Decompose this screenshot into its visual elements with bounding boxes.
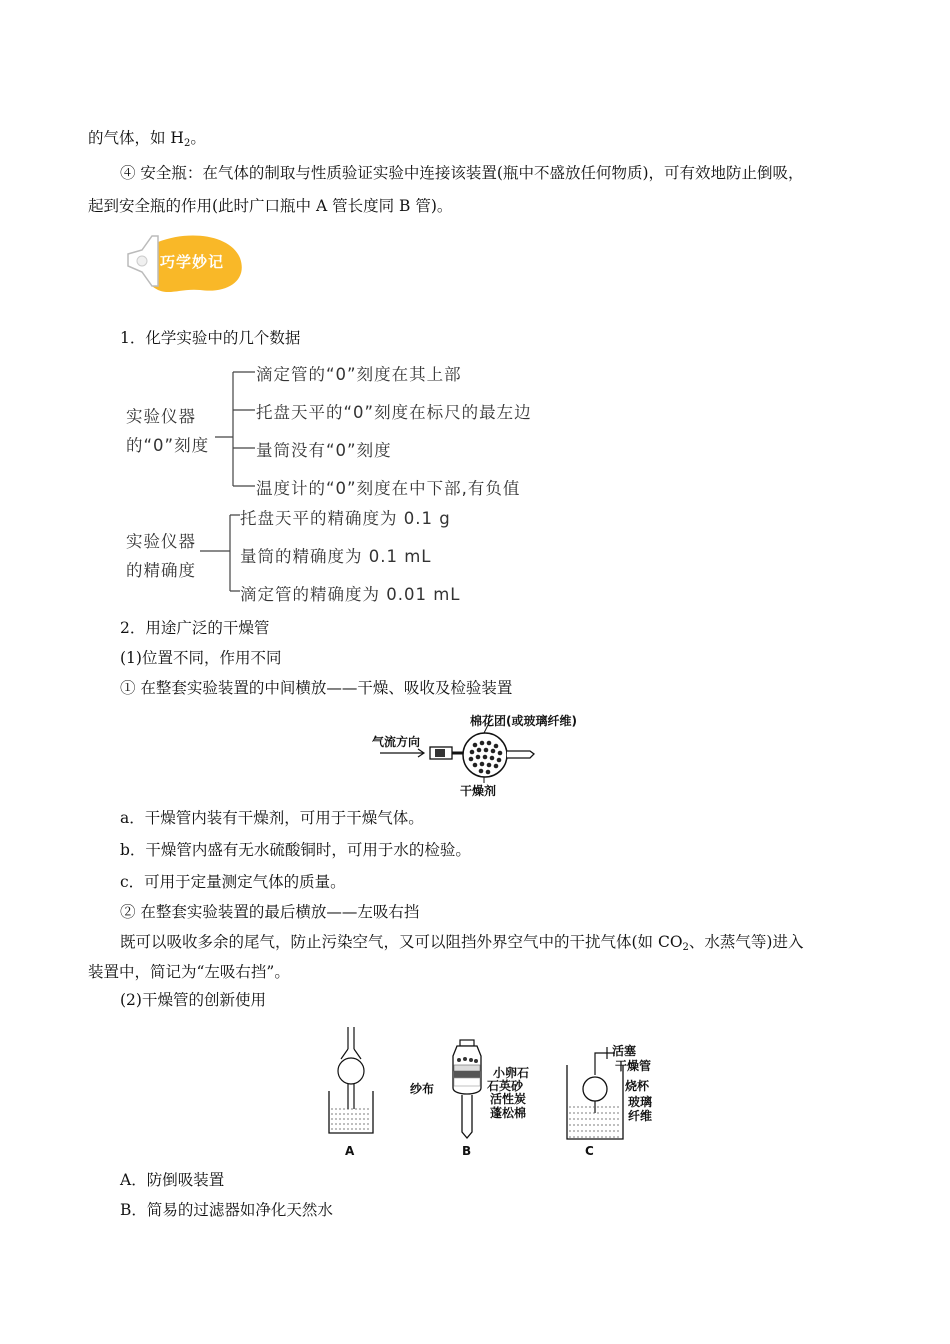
desiccant-label: 干燥剂 bbox=[460, 784, 497, 798]
fig-label-c: C bbox=[585, 1144, 594, 1158]
drying-tube-diagram bbox=[380, 725, 550, 795]
zero-label-2: 的“0”刻度 bbox=[126, 436, 210, 455]
para-line-2: 装置中，简记为“左吸右挡”。 bbox=[88, 963, 290, 981]
c-label-valve: 活塞 bbox=[612, 1044, 637, 1058]
c-label-beaker: 烧杯 bbox=[625, 1079, 650, 1093]
fig-label-b: B bbox=[462, 1144, 472, 1158]
item-c: c．可用于定量测定气体的质量。 bbox=[120, 873, 346, 891]
item-2: ② 在整套实验装置的最后横放——左吸右挡 bbox=[120, 903, 420, 921]
badge-text: 巧学妙记 bbox=[160, 253, 225, 271]
precision-label-1: 实验仪器 bbox=[126, 532, 196, 551]
subscript: 2 bbox=[183, 138, 191, 149]
c-label-tube: 干燥管 bbox=[615, 1059, 652, 1073]
item-b: b．干燥管内盛有无水硫酸铜时，可用于水的检验。 bbox=[120, 841, 471, 859]
precision-item-1: 托盘天平的精确度为 0.1 g bbox=[240, 509, 451, 528]
precision-item-2: 量筒的精确度为 0.1 mL bbox=[240, 547, 432, 566]
c-label-glass: 玻璃 bbox=[628, 1095, 653, 1109]
subscript: 2 bbox=[682, 942, 689, 953]
subsection-2: (2)干燥管的创新使用 bbox=[120, 991, 266, 1009]
subsection-1: (1)位置不同，作用不同 bbox=[120, 649, 282, 667]
b-layer-1: 小卵石 bbox=[493, 1066, 530, 1080]
para-line-1 bbox=[120, 932, 803, 958]
b-layer-3: 活性炭 bbox=[490, 1092, 527, 1106]
zero-label-1: 实验仪器 bbox=[126, 407, 196, 426]
zero-item-2: 托盘天平的“0”刻度在标尺的最左边 bbox=[256, 403, 532, 422]
precision-item-3: 滴定管的精确度为 0.01 mL bbox=[240, 585, 461, 604]
b-layer-4: 蓬松棉 bbox=[490, 1106, 527, 1120]
zero-item-3: 量筒没有“0”刻度 bbox=[256, 441, 392, 460]
apparatus-b-diagram bbox=[447, 1040, 487, 1155]
zero-bracket bbox=[215, 360, 255, 490]
item-a: a．干燥管内装有干燥剂，可用于干燥气体。 bbox=[120, 809, 424, 827]
c-label-fiber: 纤维 bbox=[628, 1109, 653, 1123]
cotton-label: 棉花团(或玻璃纤维) bbox=[470, 714, 577, 728]
section-1-title: 1．化学实验中的几个数据 bbox=[120, 329, 301, 347]
para-line-1-b: 、水蒸气等)进入 bbox=[688, 933, 804, 951]
para-line-1-a: 既可以吸收多余的尾气，防止污染空气，又可以阻挡外界空气中的干扰气体(如 CO bbox=[120, 933, 683, 951]
item-1: ① 在整套实验装置的中间横放——干燥、吸收及检验装置 bbox=[120, 679, 513, 697]
gauze-label: 纱布 bbox=[410, 1082, 435, 1096]
zero-item-1: 滴定管的“0”刻度在其上部 bbox=[256, 365, 462, 384]
apparatus-a-diagram bbox=[327, 1027, 377, 1142]
safety-bottle-line-1: ④ 安全瓶：在气体的制取与性质验证实验中连接该装置(瓶中不盛放任何物质)，可有效地防止倒吸， bbox=[120, 164, 804, 182]
airflow-label: 气流方向 bbox=[372, 735, 421, 749]
a-line: A．防倒吸装置 bbox=[120, 1171, 225, 1189]
precision-bracket bbox=[200, 505, 240, 595]
b-layer-2: 石英砂 bbox=[487, 1079, 524, 1093]
text-line-end: 。 bbox=[190, 129, 206, 147]
text-line bbox=[88, 128, 206, 154]
section-2-title: 2．用途广泛的干燥管 bbox=[120, 619, 270, 637]
precision-label-2: 的精确度 bbox=[126, 561, 196, 580]
fig-label-a: A bbox=[345, 1144, 355, 1158]
text-line-body: 的气体，如 H bbox=[88, 129, 184, 147]
zero-item-4: 温度计的“0”刻度在中下部,有负值 bbox=[256, 479, 521, 498]
safety-bottle-line-2: 起到安全瓶的作用(此时广口瓶中 A 管长度同 B 管)。 bbox=[88, 197, 453, 215]
b-line: B．简易的过滤器如净化天然水 bbox=[120, 1201, 333, 1219]
